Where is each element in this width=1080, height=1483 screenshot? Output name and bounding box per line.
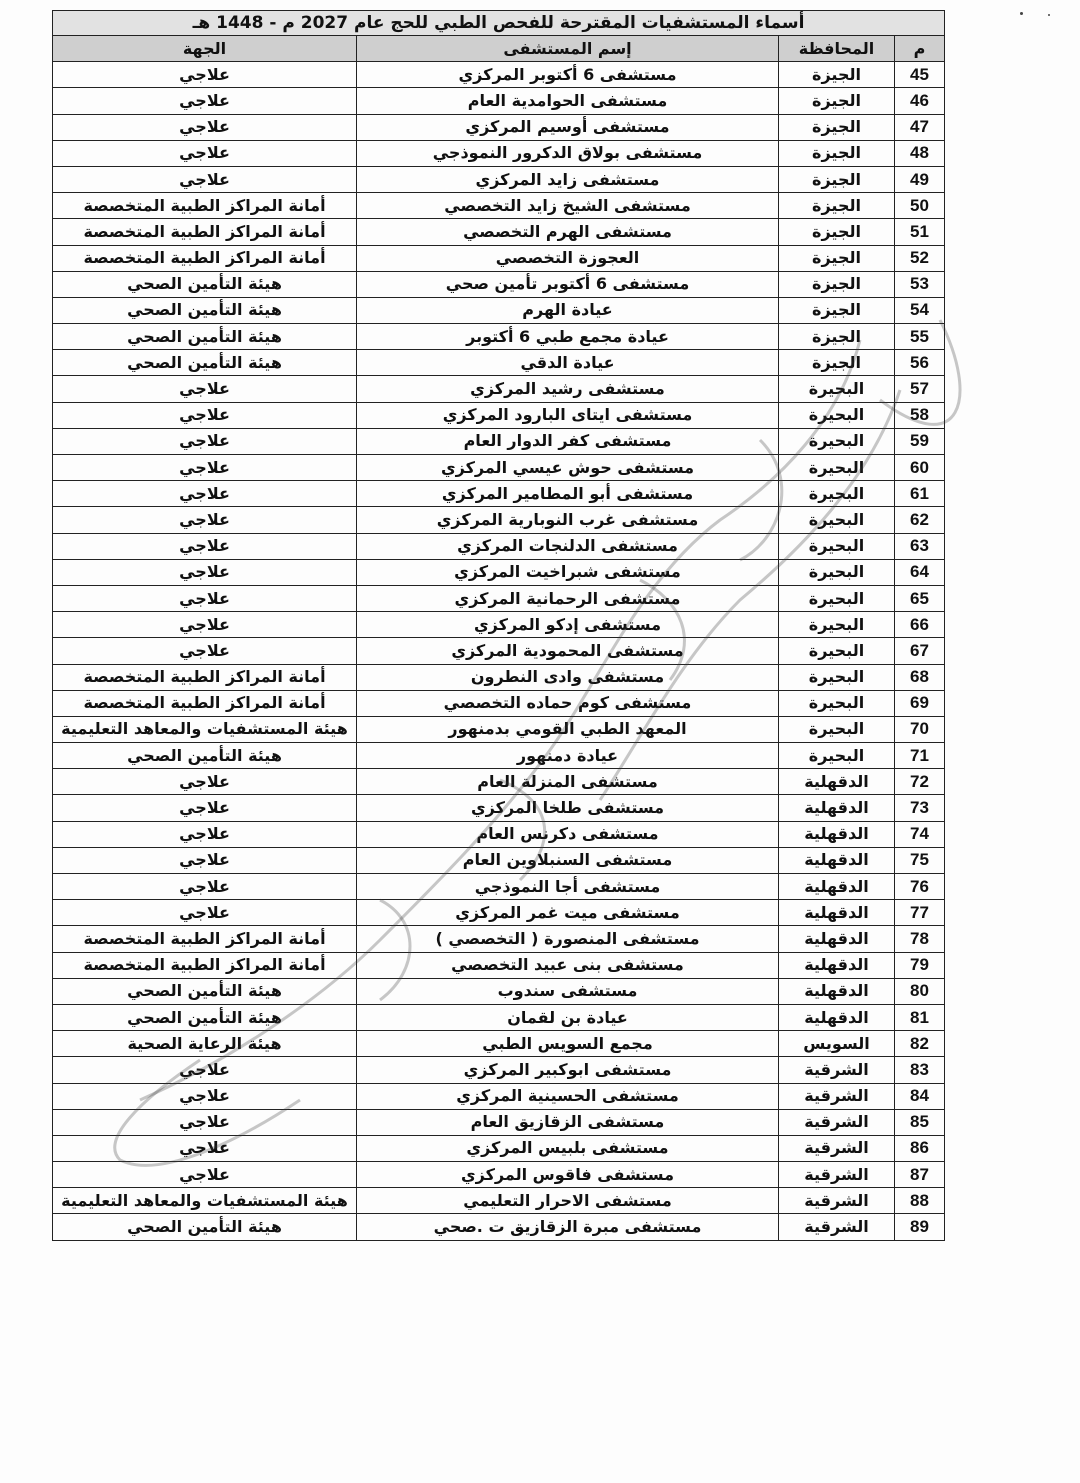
table-row xyxy=(53,88,945,114)
row-authority: علاجي xyxy=(53,481,357,507)
row-governorate: الشرقية xyxy=(779,1188,895,1214)
row-authority: علاجي xyxy=(53,62,357,88)
row-number: 71 xyxy=(895,743,945,769)
row-hospital-name: مستشفى إدكو المركزي xyxy=(357,612,779,638)
table-row xyxy=(53,533,945,559)
row-number: 70 xyxy=(895,716,945,742)
row-hospital-name: مستشفى وادى النطرون xyxy=(357,664,779,690)
row-number: 75 xyxy=(895,847,945,873)
row-hospital-name: مستشفى ميت غمر المركزي xyxy=(357,900,779,926)
row-authority: أمانة المراكز الطبية المتخصصة xyxy=(53,245,357,271)
row-hospital-name: المعهد الطبي القومي بدمنهور xyxy=(357,716,779,742)
row-hospital-name: مستشفى شبراخيت المركزي xyxy=(357,559,779,585)
row-governorate: الجيزة xyxy=(779,140,895,166)
table-row xyxy=(53,638,945,664)
row-hospital-name: مستشفى كوم حماده التخصصي xyxy=(357,690,779,716)
row-governorate: البحيرة xyxy=(779,559,895,585)
row-hospital-name: مستشفى بلبيس المركزي xyxy=(357,1135,779,1161)
table-row xyxy=(53,62,945,88)
row-number: 48 xyxy=(895,140,945,166)
table-row xyxy=(53,952,945,978)
row-governorate: الشرقية xyxy=(779,1162,895,1188)
table-row xyxy=(53,795,945,821)
row-number: 47 xyxy=(895,114,945,140)
table-row xyxy=(53,1031,945,1057)
row-hospital-name: مستشفى رشيد المركزي xyxy=(357,376,779,402)
row-authority: هيئة المستشفيات والمعاهد التعليمية xyxy=(53,1188,357,1214)
row-authority: هيئة التأمين الصحي xyxy=(53,271,357,297)
row-governorate: الجيزة xyxy=(779,271,895,297)
row-number: 45 xyxy=(895,62,945,88)
row-authority: هيئة التأمين الصحي xyxy=(53,324,357,350)
row-number: 82 xyxy=(895,1031,945,1057)
row-governorate: الجيزة xyxy=(779,166,895,192)
table-row xyxy=(53,847,945,873)
row-governorate: البحيرة xyxy=(779,585,895,611)
row-hospital-name: مستشفى الدلنجات المركزي xyxy=(357,533,779,559)
row-governorate: الجيزة xyxy=(779,245,895,271)
row-authority: علاجي xyxy=(53,559,357,585)
row-authority: علاجي xyxy=(53,455,357,481)
row-hospital-name: مستشفى الزقازيق العام xyxy=(357,1109,779,1135)
row-number: 88 xyxy=(895,1188,945,1214)
row-governorate: الدقهلية xyxy=(779,1004,895,1030)
row-number: 72 xyxy=(895,769,945,795)
table-row xyxy=(53,926,945,952)
row-number: 83 xyxy=(895,1057,945,1083)
row-authority: علاجي xyxy=(53,847,357,873)
row-hospital-name: مستشفى الحوامدية العام xyxy=(357,88,779,114)
row-number: 56 xyxy=(895,350,945,376)
row-hospital-name: مستشفى 6 أكتوبر تأمين صحي xyxy=(357,271,779,297)
row-hospital-name: مستشفى مبرة الزقازيق ت .صحي xyxy=(357,1214,779,1240)
row-number: 59 xyxy=(895,428,945,454)
table-row xyxy=(53,140,945,166)
row-governorate: البحيرة xyxy=(779,455,895,481)
row-hospital-name: مستشفى دكرنس العام xyxy=(357,821,779,847)
row-hospital-name: مستشفى زايد المركزي xyxy=(357,166,779,192)
row-number: 86 xyxy=(895,1135,945,1161)
row-number: 63 xyxy=(895,533,945,559)
row-authority: علاجي xyxy=(53,533,357,559)
table-row xyxy=(53,1214,945,1240)
row-authority: أمانة المراكز الطبية المتخصصة xyxy=(53,193,357,219)
row-authority: علاجي xyxy=(53,900,357,926)
row-number: 49 xyxy=(895,166,945,192)
row-authority: أمانة المراكز الطبية المتخصصة xyxy=(53,690,357,716)
table-row xyxy=(53,585,945,611)
row-hospital-name: مستشفى أبو المطامير المركزي xyxy=(357,481,779,507)
row-governorate: البحيرة xyxy=(779,481,895,507)
table-row xyxy=(53,821,945,847)
table-row xyxy=(53,612,945,638)
row-governorate: البحيرة xyxy=(779,507,895,533)
row-number: 55 xyxy=(895,324,945,350)
row-governorate: البحيرة xyxy=(779,638,895,664)
row-number: 54 xyxy=(895,297,945,323)
row-number: 61 xyxy=(895,481,945,507)
speck-mark xyxy=(1048,14,1050,16)
row-hospital-name: مستشفى كفر الدوار العام xyxy=(357,428,779,454)
table-row xyxy=(53,1135,945,1161)
table-row xyxy=(53,271,945,297)
row-number: 53 xyxy=(895,271,945,297)
table-row xyxy=(53,769,945,795)
row-hospital-name: مستشفى فاقوس المركزي xyxy=(357,1162,779,1188)
row-hospital-name: مجمع السويس الطبي xyxy=(357,1031,779,1057)
table-row xyxy=(53,559,945,585)
row-number: 66 xyxy=(895,612,945,638)
table-title: أسماء المستشفيات المقترحة للفحص الطبي للحج عام 2027 م - 1448 هـ xyxy=(53,11,945,36)
table-row xyxy=(53,455,945,481)
row-number: 77 xyxy=(895,900,945,926)
row-governorate: الجيزة xyxy=(779,114,895,140)
table-row xyxy=(53,900,945,926)
row-authority: علاجي xyxy=(53,507,357,533)
table-row xyxy=(53,402,945,428)
table-row xyxy=(53,428,945,454)
table-row xyxy=(53,1188,945,1214)
row-governorate: السويس xyxy=(779,1031,895,1057)
row-governorate: الشرقية xyxy=(779,1109,895,1135)
row-hospital-name: مستشفى بنى عبيد التخصصي xyxy=(357,952,779,978)
column-header-num: م xyxy=(895,36,945,62)
row-governorate: البحيرة xyxy=(779,612,895,638)
row-authority: أمانة المراكز الطبية المتخصصة xyxy=(53,952,357,978)
row-number: 58 xyxy=(895,402,945,428)
table-row xyxy=(53,1109,945,1135)
row-number: 76 xyxy=(895,874,945,900)
row-governorate: الشرقية xyxy=(779,1214,895,1240)
table-body xyxy=(53,62,945,1240)
row-authority: هيئة الرعاية الصحية xyxy=(53,1031,357,1057)
table-row xyxy=(53,376,945,402)
column-header-authority: الجهة xyxy=(53,36,357,62)
table-row xyxy=(53,166,945,192)
row-hospital-name: مستشفى الحسينية المركزي xyxy=(357,1083,779,1109)
row-authority: هيئة المستشفيات والمعاهد التعليمية xyxy=(53,716,357,742)
table-title-row xyxy=(53,11,945,36)
row-authority: هيئة التأمين الصحي xyxy=(53,1004,357,1030)
row-number: 46 xyxy=(895,88,945,114)
row-governorate: الجيزة xyxy=(779,88,895,114)
row-hospital-name: مستشفى سندوب xyxy=(357,978,779,1004)
row-number: 84 xyxy=(895,1083,945,1109)
column-header-hospital: إسم المستشفى xyxy=(357,36,779,62)
row-number: 78 xyxy=(895,926,945,952)
table-row xyxy=(53,664,945,690)
row-governorate: الدقهلية xyxy=(779,926,895,952)
row-authority: علاجي xyxy=(53,1057,357,1083)
hospitals-table-wrapper xyxy=(52,10,944,1241)
table-row xyxy=(53,1083,945,1109)
row-governorate: الجيزة xyxy=(779,62,895,88)
row-authority: أمانة المراكز الطبية المتخصصة xyxy=(53,664,357,690)
row-number: 50 xyxy=(895,193,945,219)
row-authority: علاجي xyxy=(53,585,357,611)
row-hospital-name: عيادة دمنهور xyxy=(357,743,779,769)
hospitals-table xyxy=(52,10,945,1241)
row-hospital-name: مستشفى بولاق الدكرور النموذجي xyxy=(357,140,779,166)
row-governorate: الدقهلية xyxy=(779,847,895,873)
row-authority: علاجي xyxy=(53,795,357,821)
row-number: 68 xyxy=(895,664,945,690)
row-governorate: الجيزة xyxy=(779,350,895,376)
row-governorate: الدقهلية xyxy=(779,874,895,900)
row-authority: علاجي xyxy=(53,821,357,847)
speck-mark xyxy=(1020,12,1023,15)
row-number: 67 xyxy=(895,638,945,664)
table-row xyxy=(53,978,945,1004)
row-authority: علاجي xyxy=(53,1135,357,1161)
row-authority: علاجي xyxy=(53,88,357,114)
row-number: 62 xyxy=(895,507,945,533)
row-authority: هيئة التأمين الصحي xyxy=(53,1214,357,1240)
row-hospital-name: مستشفى أوسيم المركزي xyxy=(357,114,779,140)
row-authority: علاجي xyxy=(53,376,357,402)
row-hospital-name: مستشفى 6 أكتوبر المركزي xyxy=(357,62,779,88)
row-authority: علاجي xyxy=(53,638,357,664)
row-governorate: الدقهلية xyxy=(779,769,895,795)
row-number: 81 xyxy=(895,1004,945,1030)
row-hospital-name: مستشفى المحمودية المركزي xyxy=(357,638,779,664)
row-governorate: الجيزة xyxy=(779,219,895,245)
row-hospital-name: مستشفى السنبلاوين العام xyxy=(357,847,779,873)
row-authority: علاجي xyxy=(53,1083,357,1109)
row-hospital-name: مستشفى ابوكبير المركزي xyxy=(357,1057,779,1083)
row-authority: علاجي xyxy=(53,114,357,140)
row-number: 69 xyxy=(895,690,945,716)
row-number: 85 xyxy=(895,1109,945,1135)
row-hospital-name: مستشفى ايتاى البارود المركزي xyxy=(357,402,779,428)
row-authority: علاجي xyxy=(53,769,357,795)
row-authority: علاجي xyxy=(53,612,357,638)
row-authority: هيئة التأمين الصحي xyxy=(53,978,357,1004)
table-row xyxy=(53,716,945,742)
table-row xyxy=(53,874,945,900)
row-hospital-name: عيادة مجمع طبي 6 أكتوبر xyxy=(357,324,779,350)
row-authority: أمانة المراكز الطبية المتخصصة xyxy=(53,219,357,245)
row-number: 52 xyxy=(895,245,945,271)
row-authority: أمانة المراكز الطبية المتخصصة xyxy=(53,926,357,952)
row-governorate: الشرقية xyxy=(779,1083,895,1109)
row-number: 60 xyxy=(895,455,945,481)
row-number: 89 xyxy=(895,1214,945,1240)
row-hospital-name: مستشفى الرحمانية المركزي xyxy=(357,585,779,611)
row-hospital-name: مستشفى حوش عيسي المركزي xyxy=(357,455,779,481)
row-governorate: الدقهلية xyxy=(779,900,895,926)
row-governorate: الجيزة xyxy=(779,324,895,350)
row-authority: علاجي xyxy=(53,428,357,454)
row-governorate: الجيزة xyxy=(779,297,895,323)
column-header-governorate: المحافظة xyxy=(779,36,895,62)
table-row xyxy=(53,1162,945,1188)
row-governorate: البحيرة xyxy=(779,402,895,428)
row-hospital-name: عيادة الدقي xyxy=(357,350,779,376)
table-row xyxy=(53,1004,945,1030)
row-authority: علاجي xyxy=(53,166,357,192)
row-governorate: الشرقية xyxy=(779,1057,895,1083)
row-hospital-name: مستشفى المنزلة العام xyxy=(357,769,779,795)
row-governorate: الدقهلية xyxy=(779,978,895,1004)
row-authority: هيئة التأمين الصحي xyxy=(53,297,357,323)
row-authority: علاجي xyxy=(53,140,357,166)
table-row xyxy=(53,114,945,140)
row-number: 80 xyxy=(895,978,945,1004)
row-number: 79 xyxy=(895,952,945,978)
row-number: 74 xyxy=(895,821,945,847)
row-number: 65 xyxy=(895,585,945,611)
row-authority: علاجي xyxy=(53,1109,357,1135)
row-number: 87 xyxy=(895,1162,945,1188)
table-header-row xyxy=(53,36,945,62)
row-governorate: البحيرة xyxy=(779,664,895,690)
row-hospital-name: مستشفى المنصورة ( التخصصي ) xyxy=(357,926,779,952)
table-row xyxy=(53,1057,945,1083)
table-row xyxy=(53,690,945,716)
row-governorate: البحيرة xyxy=(779,428,895,454)
row-hospital-name: مستشفى غرب النوبارية المركزي xyxy=(357,507,779,533)
row-governorate: البحيرة xyxy=(779,690,895,716)
row-hospital-name: مستشفى الشيخ زايد التخصصي xyxy=(357,193,779,219)
row-governorate: الدقهلية xyxy=(779,795,895,821)
row-governorate: البحيرة xyxy=(779,716,895,742)
row-governorate: الدقهلية xyxy=(779,821,895,847)
row-governorate: الدقهلية xyxy=(779,952,895,978)
row-authority: هيئة التأمين الصحي xyxy=(53,350,357,376)
table-row xyxy=(53,324,945,350)
row-hospital-name: مستشفى الهرم التخصصي xyxy=(357,219,779,245)
row-number: 57 xyxy=(895,376,945,402)
row-authority: علاجي xyxy=(53,402,357,428)
row-governorate: البحيرة xyxy=(779,376,895,402)
table-row xyxy=(53,193,945,219)
row-governorate: البحيرة xyxy=(779,743,895,769)
table-row xyxy=(53,481,945,507)
table-row xyxy=(53,743,945,769)
row-hospital-name: عيادة الهرم xyxy=(357,297,779,323)
table-row xyxy=(53,507,945,533)
row-governorate: الجيزة xyxy=(779,193,895,219)
row-authority: علاجي xyxy=(53,1162,357,1188)
row-governorate: البحيرة xyxy=(779,533,895,559)
table-row xyxy=(53,350,945,376)
table-row xyxy=(53,245,945,271)
row-hospital-name: مستشفى طلخا المركزي xyxy=(357,795,779,821)
row-governorate: الشرقية xyxy=(779,1135,895,1161)
row-authority: هيئة التأمين الصحي xyxy=(53,743,357,769)
row-number: 64 xyxy=(895,559,945,585)
row-hospital-name: عيادة بن لقمان xyxy=(357,1004,779,1030)
row-hospital-name: مستشفى أجا النموذجي xyxy=(357,874,779,900)
row-number: 51 xyxy=(895,219,945,245)
row-number: 73 xyxy=(895,795,945,821)
row-hospital-name: العجوزة التخصصي xyxy=(357,245,779,271)
table-row xyxy=(53,219,945,245)
table-row xyxy=(53,297,945,323)
row-authority: علاجي xyxy=(53,874,357,900)
row-hospital-name: مستشفى الاحرار التعليمي xyxy=(357,1188,779,1214)
